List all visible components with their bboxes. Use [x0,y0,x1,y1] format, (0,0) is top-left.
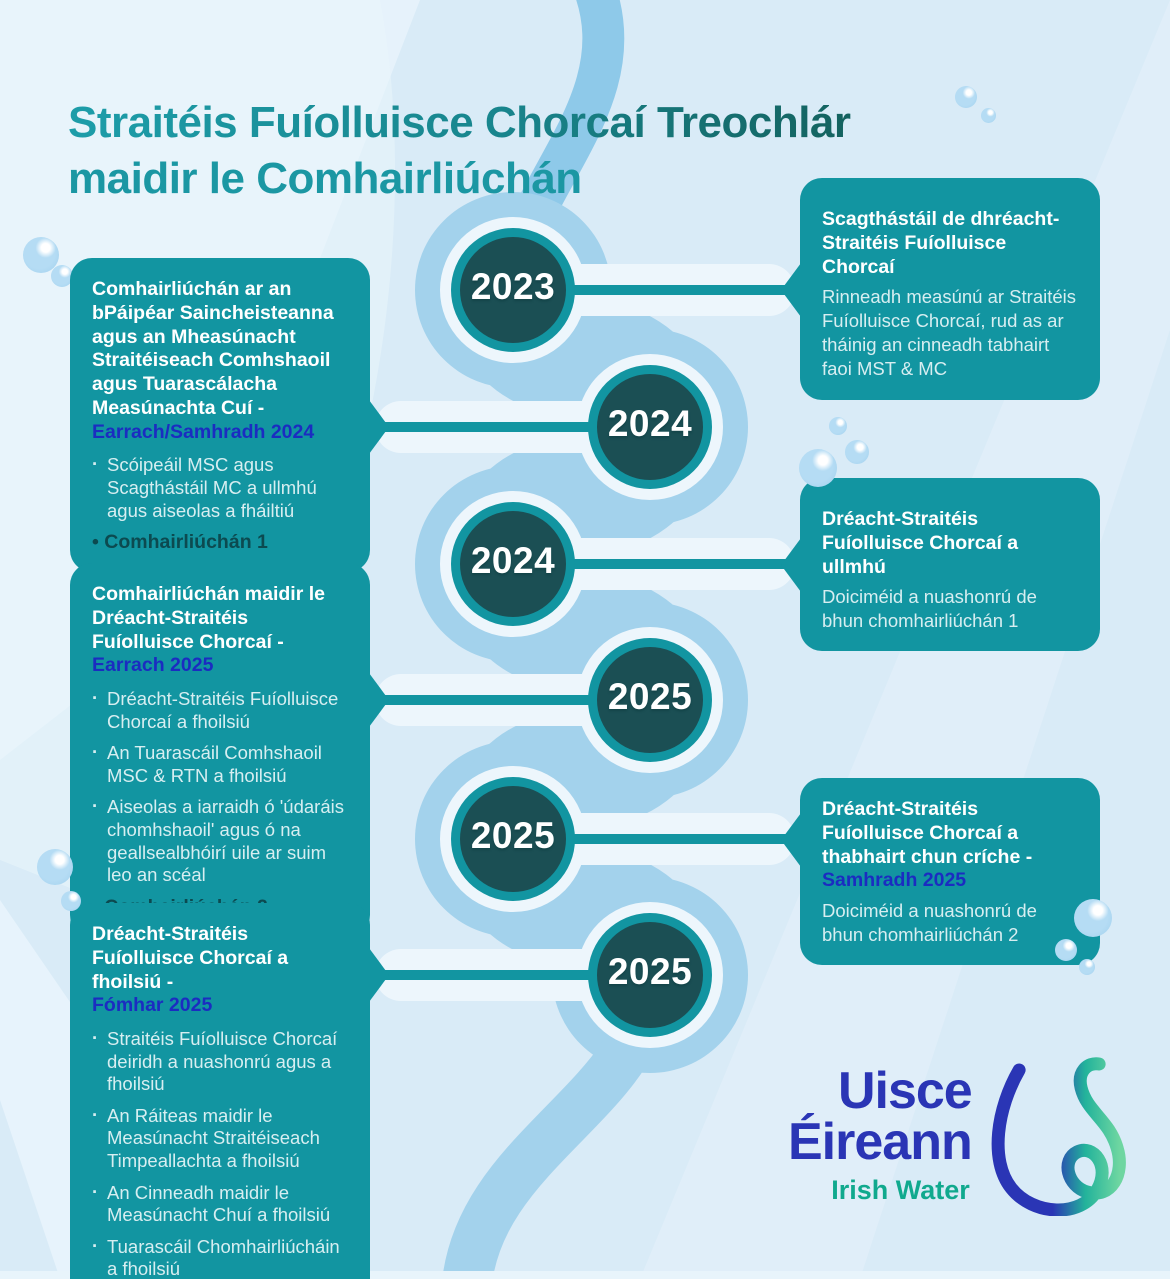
year-label: 2023 [470,266,556,307]
year-label: 2025 [607,951,693,992]
box-body: Doiciméid a nuashonrú de bhun chomhairliúchán 2 [822,900,1037,946]
right-box-1 [800,178,1100,400]
right-box-3 [800,778,1100,965]
uisce-eireann-logo [788,1056,1128,1216]
bubble [1074,899,1112,937]
bubble [1055,939,1077,961]
bubble [955,86,977,108]
box-heading-text: Scagthástáil de dhréacht-Straitéis Fuíolluisce Chorcaí [822,208,1060,278]
bullet-list [92,454,348,522]
box-date: Fómhar 2025 [92,994,213,1017]
left-box-1 [70,258,370,572]
bullet-item: · Dréacht-Straitéis Fuíolluisce Chorcaí a fhoilsiú [92,688,348,733]
bullet-item: · An Ráiteas maidir le Measúnacht Straitéiseach Timpeallachta a fhoilsiú [92,1105,348,1173]
bullet-list [92,1028,348,1279]
box-heading-text: Dréacht-Straitéis Fuíolluisce Chorcaí a fhoilsiú - [92,923,289,993]
bubble [829,417,847,435]
bubble [981,108,996,123]
box-heading-text: Comhairliúchán maidir le Dréacht-Straitéis Fuíolluisce Chorcaí - [92,583,325,653]
box-heading [92,583,348,678]
bubble [1079,959,1095,975]
bullet-list [92,688,348,887]
bullet-item: · Aiseolas a iarraidh ó 'údaráis chomhshaoil' agus ó na geallsealbhóirí uile ar suim leo an scéal [92,796,348,886]
consultation-highlight: • Comhairliúchán 1 [92,531,348,554]
uisce-eireann-logo-icon [982,1056,1128,1216]
bubble [37,849,73,885]
right-box-2 [800,478,1100,651]
logo-name-line-1: Uisce [837,1061,972,1120]
bullet-item: · An Cinneadh maidir le Measúnacht Chuí a fhoilsiú [92,1182,348,1227]
box-body: Rinneadh measúnú ar Straitéis Fuíolluisce Chorcaí, rud as ar tháinig an cinneadh tabhairt faoi MST & MC [822,286,1077,380]
year-label: 2025 [607,676,693,717]
page-title [68,95,851,206]
bullet-item: · Tuarascáil Chomhairliúcháin a fhoilsiú [92,1236,348,1279]
box-date: Earrach 2025 [92,654,214,677]
box-heading [822,508,1078,579]
title-line-2: maidir le Comhairliúchán [68,153,582,203]
box-date: Earrach/Samhradh 2024 [92,420,315,443]
box-heading-text: Dréacht-Straitéis Fuíolluisce Chorcaí a ullmhú [822,508,1019,578]
left-box-3 [70,903,370,1279]
box-heading [822,208,1078,279]
box-body: Doiciméid a nuashonrú de bhun chomhairliúchán 1 [822,586,1037,632]
bubble [61,891,81,911]
box-heading [92,923,348,1018]
year-label: 2025 [470,815,556,856]
box-heading [822,798,1078,893]
left-box-2 [70,563,370,937]
box-heading-text: Comhairliúchán ar an bPáipéar Saincheisteanna agus an Mheasúnacht Straitéiseach Comhshaoil agus Tuarascálacha Measúnachta Cuí - [92,278,334,419]
bubble [799,449,837,487]
box-heading-text: Dréacht-Straitéis Fuíolluisce Chorcaí a thabhairt chun críche - [822,798,1033,868]
logo-name-line-2: Éireann [788,1112,972,1171]
bullet-item: · An Tuarascáil Comhshaoil MSC & RTN a fhoilsiú [92,742,348,787]
logo-subtitle: Irish Water [831,1175,970,1206]
year-label: 2024 [470,540,556,581]
box-heading [92,278,348,444]
bubble [845,440,869,464]
bullet-item: · Scóipeáil MSC agus Scagthástáil MC a ullmhú agus aiseolas a fháiltiú [92,454,348,522]
bullet-item: · Straitéis Fuíolluisce Chorcaí deiridh a nuashonrú agus a fhoilsiú [92,1028,348,1096]
title-line-1: Straitéis Fuíolluisce Chorcaí Treochlár [68,95,851,150]
logo-text [788,1061,972,1207]
box-date: Samhradh 2025 [822,869,967,892]
year-label: 2024 [607,403,693,444]
